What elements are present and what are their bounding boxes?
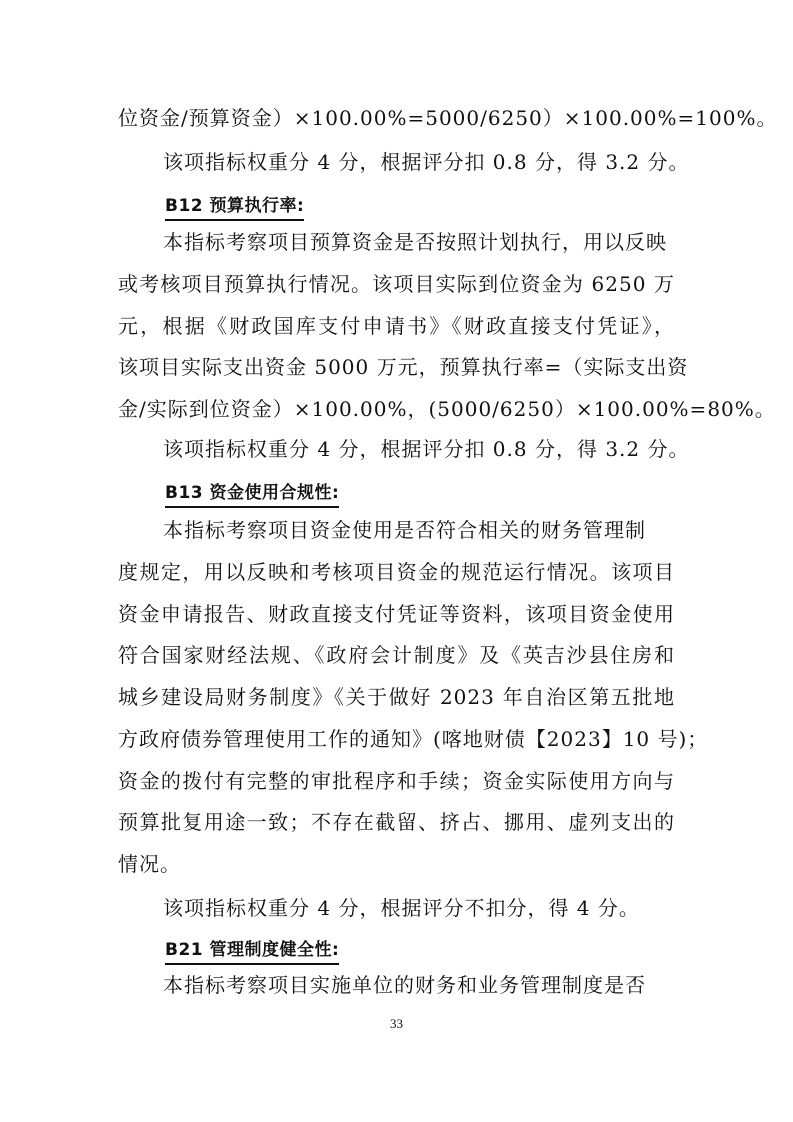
section-heading-b13: B13 资金使用合规性: bbox=[165, 481, 339, 508]
body-line: 元，根据《财政国库支付申请书》《财政直接支付凭证》， bbox=[118, 314, 675, 338]
body-line: 金/实际到位资金）×100.00%，(5000/6250）×100.00%=80%。 bbox=[118, 397, 776, 421]
body-line: 本指标考察项目资金使用是否符合相关的财务管理制 bbox=[163, 518, 646, 542]
body-line: 符合国家财经法规、《政府会计制度》及《英吉沙县住房和 bbox=[118, 643, 675, 667]
body-line: 资金的拨付有完整的审批程序和手续；资金实际使用方向与 bbox=[118, 769, 675, 793]
page-number: 33 bbox=[390, 1016, 403, 1031]
body-line: 位资金/预算资金）×100.00%=5000/6250）×100.00%=100%。 bbox=[118, 106, 778, 130]
body-line: 度规定，用以反映和考核项目资金的规范运行情况。该项目 bbox=[118, 560, 675, 584]
score-line: 该项指标权重分 4 分，根据评分不扣分，得 4 分。 bbox=[163, 896, 640, 920]
body-line: 方政府债券管理使用工作的通知》(喀地财债【2023】10 号)； bbox=[118, 727, 709, 751]
body-line: 情况。 bbox=[118, 852, 181, 876]
body-line: 城乡建设局财务制度》《关于做好 2023 年自治区第五批地 bbox=[118, 685, 675, 709]
score-line: 该项指标权重分 4 分，根据评分扣 0.8 分，得 3.2 分。 bbox=[163, 150, 690, 174]
body-line: 本指标考察项目预算资金是否按照计划执行，用以反映 bbox=[163, 230, 667, 254]
body-line: 预算批复用途一致；不存在截留、挤占、挪用、虚列支出的 bbox=[118, 810, 675, 834]
body-line: 本指标考察项目实施单位的财务和业务管理制度是否 bbox=[163, 973, 646, 997]
body-line: 资金申请报告、财政直接支付凭证等资料，该项目资金使用 bbox=[118, 602, 675, 626]
section-heading-b12: B12 预算执行率: bbox=[165, 194, 304, 221]
body-line: 该项目实际支出资金 5000 万元，预算执行率=（实际支出资 bbox=[118, 355, 689, 379]
body-line: 或考核项目预算执行情况。该项目实际到位资金为 6250 万 bbox=[118, 272, 675, 296]
score-line: 该项指标权重分 4 分，根据评分扣 0.8 分，得 3.2 分。 bbox=[163, 437, 690, 461]
section-heading-b21: B21 管理制度健全性: bbox=[165, 938, 339, 965]
